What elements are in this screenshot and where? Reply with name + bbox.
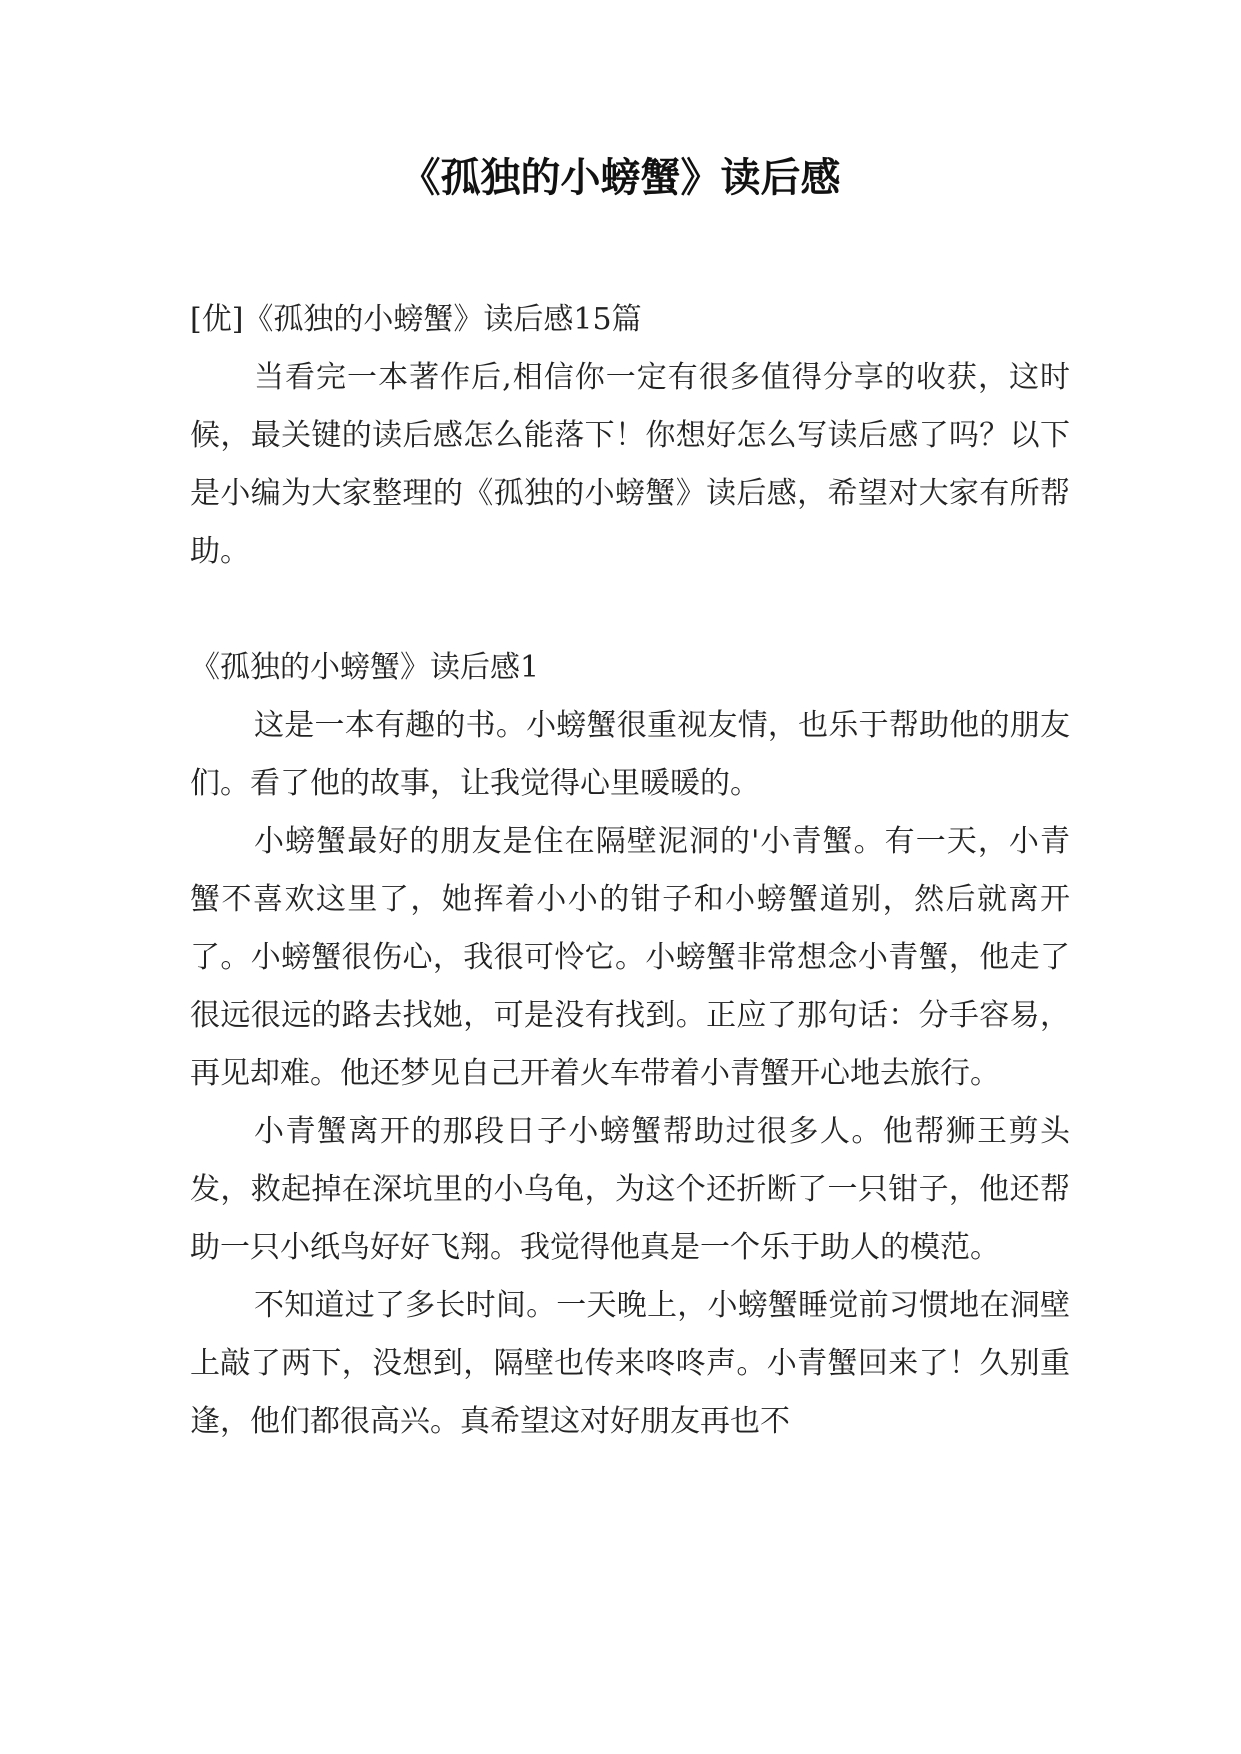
body-paragraph: 小螃蟹最好的朋友是住在隔壁泥洞的'小青蟹。有一天，小青蟹不喜欢这里了，她挥着小小的钳子和小螃蟹道别，然后就离开了。小螃蟹很伤心，我很可怜它。小螃蟹非常想念小青蟹，他走了很远很远的路去找她，可是没有找到。正应了那句话：分手容易，再见却难。他还梦见自己开着火车带着小青蟹开心地去旅行。 [190, 824, 1070, 1091]
document-body [190, 291, 1070, 1451]
subtitle: [优]《孤独的小螃蟹》读后感15篇 [190, 302, 642, 337]
section-heading: 《孤独的小螃蟹》读后感1 [190, 650, 540, 685]
section-spacer [190, 581, 1070, 639]
body-paragraph: 不知道过了多长时间。一天晚上，小螃蟹睡觉前习惯地在洞壁上敲了两下，没想到，隔壁也传来咚咚声。小青蟹回来了！久别重逢，他们都很高兴。真希望这对好朋友再也不 [190, 1288, 1070, 1439]
document-title: 《孤独的小螃蟹》读后感 [400, 155, 841, 201]
intro-paragraph: 当看完一本著作后,相信你一定有很多值得分享的收获，这时候，最关键的读后感怎么能落下！你想好怎么写读后感了吗？以下是小编为大家整理的《孤独的小螃蟹》读后感，希望对大家有所帮助。 [190, 360, 1070, 569]
body-paragraph: 这是一本有趣的书。小螃蟹很重视友情，也乐于帮助他的朋友们。看了他的故事，让我觉得心里暖暖的。 [190, 708, 1070, 801]
body-paragraph: 小青蟹离开的那段日子小螃蟹帮助过很多人。他帮狮王剪头发，救起掉在深坑里的小乌龟，为这个还折断了一只钳子，他还帮助一只小纸鸟好好飞翔。我觉得他真是一个乐于助人的模范。 [190, 1114, 1070, 1265]
